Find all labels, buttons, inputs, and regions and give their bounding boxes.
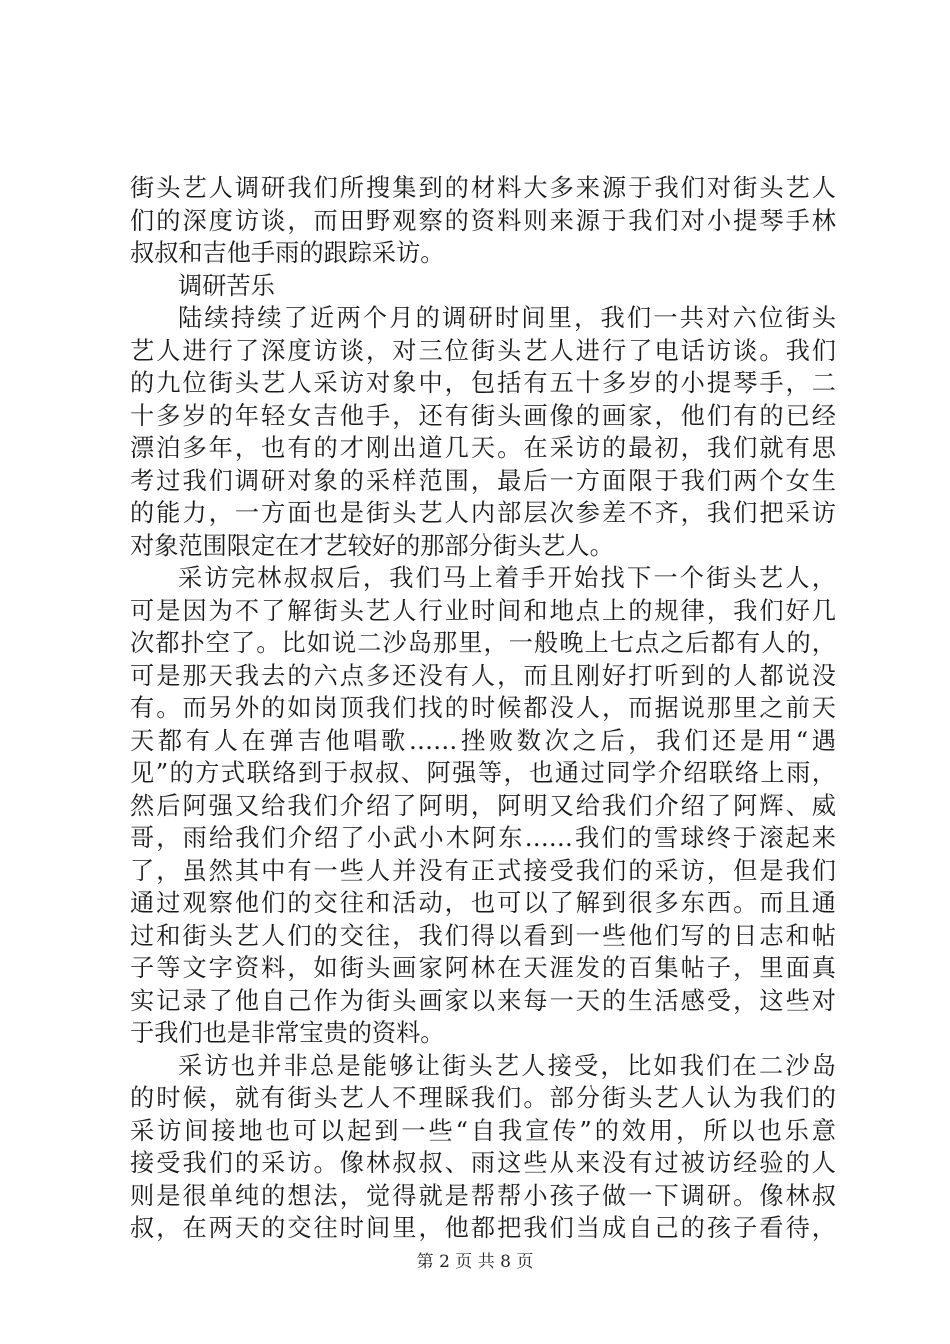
text-line: 有。而另外的如岗顶我们找的时候都没人，而据说那里之前天: [130, 694, 836, 722]
text-line: 见”的方式联络到于叔叔、阿强等，也通过同学介绍联络上雨，: [130, 759, 836, 787]
text-line: 过和街头艺人们的交往，我们得以看到一些他们写的日志和帖: [130, 921, 836, 950]
text-line: 于我们也是非常宝贵的资料。: [130, 1019, 445, 1047]
text-line: 十多岁的年轻女吉他手，还有街头画像的画家，他们有的已经: [130, 401, 836, 430]
text-line: 采访也并非总是能够让街头艺人接受，比如我们在二沙岛: [178, 1051, 836, 1080]
text-line: 们的深度访谈，而田野观察的资料则来源于我们对小提琴手林: [130, 206, 836, 235]
text-line: 街头艺人调研我们所搜集到的材料大多来源于我们对街头艺人: [130, 174, 836, 202]
text-line: 叔，在两天的交往时间里，他都把我们当成自己的孩子看待，: [130, 1214, 836, 1242]
text-line: 可是因为不了解街头艺人行业时间和地点上的规律，我们好几: [130, 596, 836, 625]
text-line: 可是那天我去的六点多还没有人，而且刚好打听到的人都说没: [130, 661, 836, 690]
page-footer: 第 2 页 共 8 页: [416, 1252, 534, 1272]
text-line: 天都有人在弹吉他唱歌……挫败数次之后，我们还是用“遇: [130, 726, 836, 755]
text-line: 漂泊多年，也有的才刚出道几天。在采访的最初，我们就有思: [130, 434, 836, 462]
text-line: 了，虽然其中有一些人并没有正式接受我们的采访，但是我们: [130, 856, 836, 885]
text-line: 的九位街头艺人采访对象中，包括有五十多岁的小提琴手，二: [130, 369, 836, 397]
text-line: 通过观察他们的交往和活动，也可以了解到很多东西。而且通: [130, 889, 836, 917]
text-line: 采访完林叔叔后，我们马上着手开始找下一个街头艺人，: [178, 564, 836, 592]
text-line: 对象范围限定在才艺较好的那部分街头艺人。: [130, 531, 614, 560]
text-line: 陆续持续了近两个月的调研时间里，我们一共对六位街头: [178, 304, 836, 332]
text-line: 调研苦乐: [178, 271, 275, 300]
text-line: 的时候，就有街头艺人不理睬我们。部分街头艺人认为我们的: [130, 1084, 836, 1112]
text-line: 接受我们的采访。像林叔叔、雨这些从来没有过被访经验的人: [130, 1149, 836, 1177]
text-line: 叔叔和吉他手雨的跟踪采访。: [130, 239, 445, 267]
text-line: 的能力，一方面也是街头艺人内部层次参差不齐，我们把采访: [130, 499, 836, 527]
text-line: 则是很单纯的想法，觉得就是帮帮小孩子做一下调研。像林叔: [130, 1181, 836, 1210]
text-line: 次都扑空了。比如说二沙岛那里，一般晚上七点之后都有人的，: [130, 629, 836, 657]
text-line: 然后阿强又给我们介绍了阿明，阿明又给我们介绍了阿辉、威: [130, 791, 836, 820]
text-line: 考过我们调研对象的采样范围，最后一方面限于我们两个女生: [130, 466, 836, 495]
text-line: 采访间接地也可以起到一些“自我宣传”的效用，所以也乐意: [130, 1116, 836, 1145]
text-line: 艺人进行了深度访谈，对三位街头艺人进行了电话访谈。我们: [130, 336, 836, 365]
text-line: 子等文字资料，如街头画家阿林在天涯发的百集帖子，里面真: [130, 954, 836, 982]
text-line: 哥，雨给我们介绍了小武小木阿东……我们的雪球终于滚起来: [130, 824, 836, 852]
text-line: 实记录了他自己作为街头画家以来每一天的生活感受，这些对: [130, 986, 836, 1015]
body-text: [130, 172, 836, 1245]
